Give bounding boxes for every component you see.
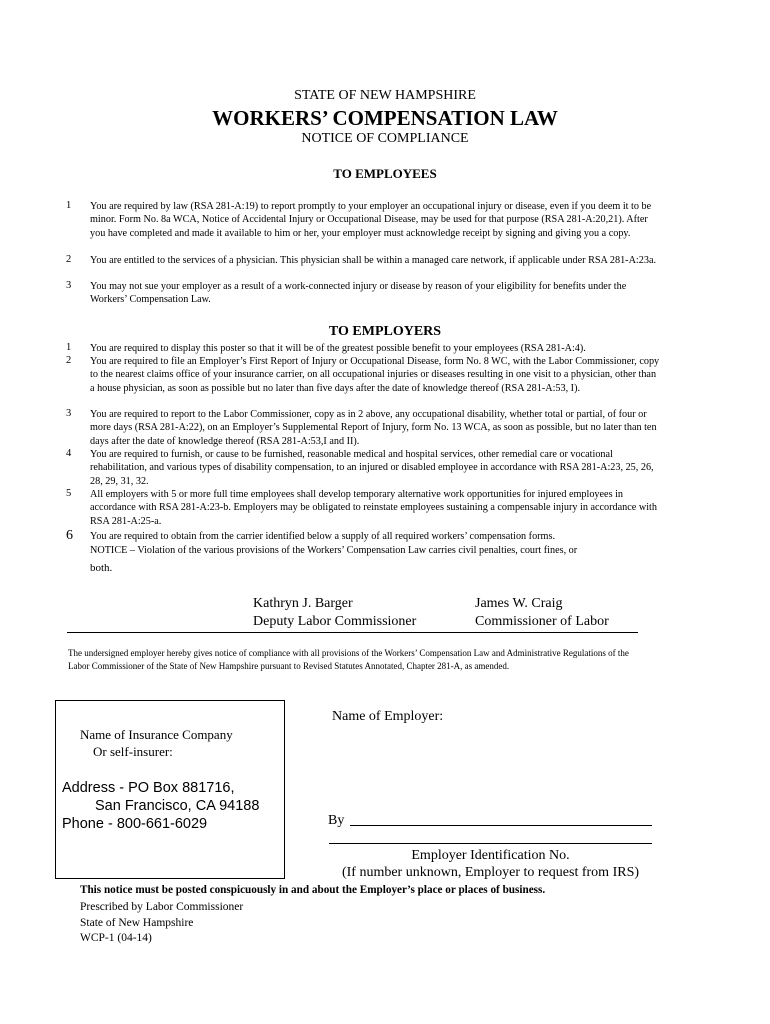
employer-name-label: Name of Employer: xyxy=(332,709,444,724)
ein-note: (If number unknown, Employer to request from IRS) xyxy=(341,865,640,880)
address-line-2: San Francisco, CA 94188 xyxy=(95,798,260,814)
item-number: 6 xyxy=(66,528,73,543)
compliance-statement: The undersigned employer hereby gives notice of compliance with all provisions of the Workers’ Compensation Law and Administrative Regulations of the Labor Commissioner of the State of New Hampshire pursuant to Revised Statutes Annotated, Chapter 281-A, as amended. xyxy=(68,648,629,671)
item-number: 2 xyxy=(66,355,72,366)
footer-state: State of New Hampshire xyxy=(80,916,194,929)
item-text: You are required to report to the Labor Commissioner, copy as in 2 above, any occupational disability, whether total or partial, of four or more days (RSA 281-A:22), on an Employer’s Supplemental Report of Injury, form No. 13 WCA, as soon as possible, but no later than ten days after the date of knowledge thereof (RSA 281-A:53,I and II). xyxy=(90,409,657,447)
insurer-label-line2: Or self-insurer: xyxy=(93,744,173,759)
notice-text: NOTICE – Violation of the various provisions of the Workers’ Compensation Law carries civil penalties, court fines, or xyxy=(90,545,578,556)
item-text: You are required to file an Employer’s First Report of Injury or Occupational Disease, form No. 8 WC, with the Labor Commissioner, copy to the nearest claims office of your insurance carrier, on all occupational injuries or diseases resulting in one visit to a physician, other than a house physician, as soon as possible but no later than five days after the date of knowledge thereof (RSA 281-A:53, I). xyxy=(90,356,660,394)
deputy-signature xyxy=(253,595,416,631)
phone-line: Phone - 800-661-6029 xyxy=(62,816,208,832)
item-number: 1 xyxy=(66,200,72,211)
address-line-1: Address - PO Box 881716, xyxy=(62,780,235,796)
notice-text-end: both. xyxy=(90,562,113,574)
item-text: All employers with 5 or more full time employees shall develop temporary alternative work opportunities for injured employees in accordance with RSA 281-A:23-b. Employers may be obligated to reinstate employees sustaining a compensable injury in accordance with RSA 281-A:25-a. xyxy=(90,489,657,527)
ein-label: Employer Identification No. xyxy=(411,848,570,863)
item-text: You may not sue your employer as a result of a work-connected injury or disease by reason of your eligibility for benefits under the Workers’ Compensation Law. xyxy=(90,281,627,306)
item-number: 5 xyxy=(66,488,72,499)
page-title: WORKERS’ COMPENSATION LAW xyxy=(212,106,558,130)
item-text: You are entitled to the services of a physician. This physician shall be within a managed care network, if applicable under RSA 281-A:23a. xyxy=(90,255,657,266)
employees-heading: TO EMPLOYEES xyxy=(333,166,437,181)
insurer-label-line1: Name of Insurance Company xyxy=(80,727,233,742)
posting-notice: This notice must be posted conspicuously in and about the Employer’s place or places of business. xyxy=(80,884,546,896)
item-number: 3 xyxy=(66,280,72,291)
state-heading: STATE OF NEW HAMPSHIRE xyxy=(294,88,476,103)
item-text: You are required to furnish, or cause to be furnished, reasonable medical and hospital services, other remedial care or vocational rehabilitation, and various types of disability compensation, to an injured or disabled employee in accordance with RSA 281-A:23, 25, 26, 28, 29, 31, 32. xyxy=(90,449,654,487)
page-subtitle: NOTICE OF COMPLIANCE xyxy=(301,131,469,146)
form-id: WCP-1 (04-14) xyxy=(80,932,152,944)
commissioner-signature xyxy=(475,595,609,631)
prescribed-by: Prescribed by Labor Commissioner xyxy=(80,901,244,913)
item-number: 1 xyxy=(66,342,72,353)
commissioner-name: James W. Craig xyxy=(475,596,563,611)
item-number: 2 xyxy=(66,254,72,265)
insurer-label xyxy=(80,726,233,760)
commissioner-title: Commissioner of Labor xyxy=(475,614,609,629)
item-text: You are required to display this poster so that it will be of the greatest possible benefit to your employees (RSA 281-A:4). xyxy=(90,343,586,354)
deputy-name: Kathryn J. Barger xyxy=(253,596,353,611)
insurer-address xyxy=(62,779,259,833)
deputy-title: Deputy Labor Commissioner xyxy=(253,614,417,629)
by-label: By xyxy=(328,813,345,828)
item-text: You are required to obtain from the carrier identified below a supply of all required workers’ compensation forms. xyxy=(90,531,555,542)
footer-info xyxy=(80,900,243,947)
item-number: 4 xyxy=(66,448,72,459)
signature-divider xyxy=(67,632,638,633)
item-text: You are required by law (RSA 281-A:19) to report promptly to your employer an occupational injury or disease, even if you deem it to be minor. Form No. 8a WCA, Notice of Accidental Injury or Occupational Disease, may be used for that purpose (RSA 281-A:20,21). After you have completed and made it available to him or her, your employer must acknowledge receipt by signing and giving you a copy. xyxy=(90,201,652,239)
signature-line[interactable] xyxy=(350,825,652,826)
ein-line[interactable] xyxy=(329,843,652,844)
item-number: 3 xyxy=(66,408,72,419)
employers-heading: TO EMPLOYERS xyxy=(328,324,442,339)
